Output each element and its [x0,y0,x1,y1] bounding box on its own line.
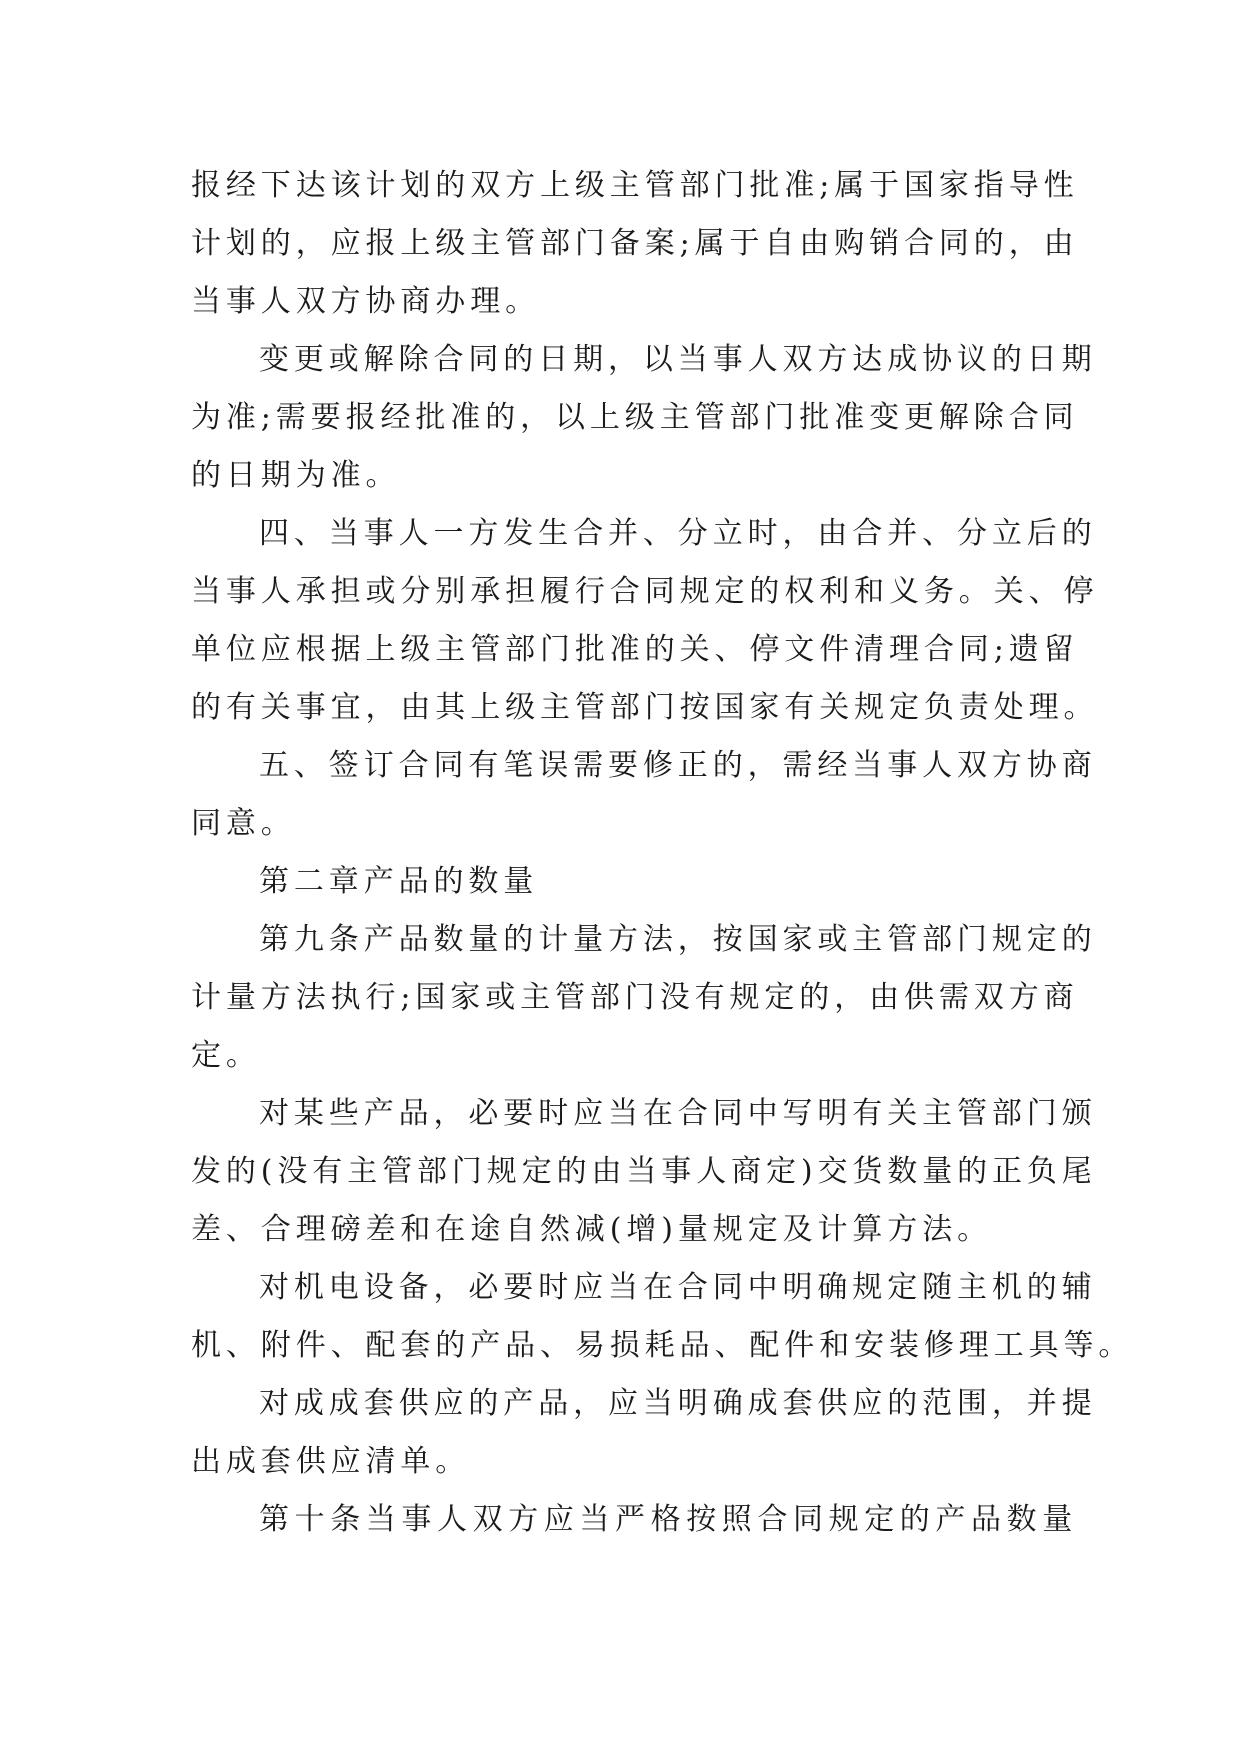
text-line-18: 发的(没有主管部门规定的由当事人商定)交货数量的正负尾 [191,1154,1097,1189]
text-line-15: 计量方法执行;国家或主管部门没有规定的，由供需双方商 [191,980,1079,1015]
text-line-6: 的日期为准。 [191,458,401,493]
document-body [191,157,1134,1549]
chapter-heading: 第二章产品的数量 [259,864,539,899]
text-line-8: 当事人承担或分别承担履行合同规定的权利和义务。关、停 [191,574,1099,609]
text-line-24: 第十条当事人双方应当严格按照合同规定的产品数量 [259,1502,1078,1537]
text-line-5: 为准;需要报经批准的，以上级主管部门批准变更解除合同 [191,400,1079,435]
text-line-22: 对成成套供应的产品，应当明确成套供应的范围，并提 [259,1386,1097,1421]
text-line-17: 对某些产品，必要时应当在合同中写明有关主管部门颁 [259,1096,1097,1131]
text-line-23: 出成套供应清单。 [191,1444,471,1479]
text-line-3: 当事人双方协商办理。 [191,284,540,319]
text-line-1: 报经下达该计划的双方上级主管部门批准;属于国家指导性 [191,168,1079,203]
text-line-12: 同意。 [191,806,296,841]
text-line-7: 四、当事人一方发生合并、分立时，由合并、分立后的 [259,516,1097,551]
text-line-20: 对机电设备，必要时应当在合同中明确规定随主机的辅 [259,1270,1097,1305]
text-line-2: 计划的，应报上级主管部门备案;属于自由购销合同的，由 [191,226,1079,261]
text-line-4: 变更或解除合同的日期，以当事人双方达成协议的日期 [259,342,1097,377]
text-line-19: 差、合理磅差和在途自然减(增)量规定及计算方法。 [191,1212,993,1247]
text-line-16: 定。 [191,1038,261,1073]
text-line-21: 机、附件、配套的产品、易损耗品、配件和安装修理工具等。 [191,1328,1134,1363]
text-line-11: 五、签订合同有笔误需要修正的，需经当事人双方协商 [259,748,1097,783]
text-line-10: 的有关事宜，由其上级主管部门按国家有关规定负责处理。 [191,690,1099,725]
text-line-14: 第九条产品数量的计量方法，按国家或主管部门规定的 [259,922,1097,957]
text-line-9: 单位应根据上级主管部门批准的关、停文件清理合同;遗留 [191,632,1079,667]
